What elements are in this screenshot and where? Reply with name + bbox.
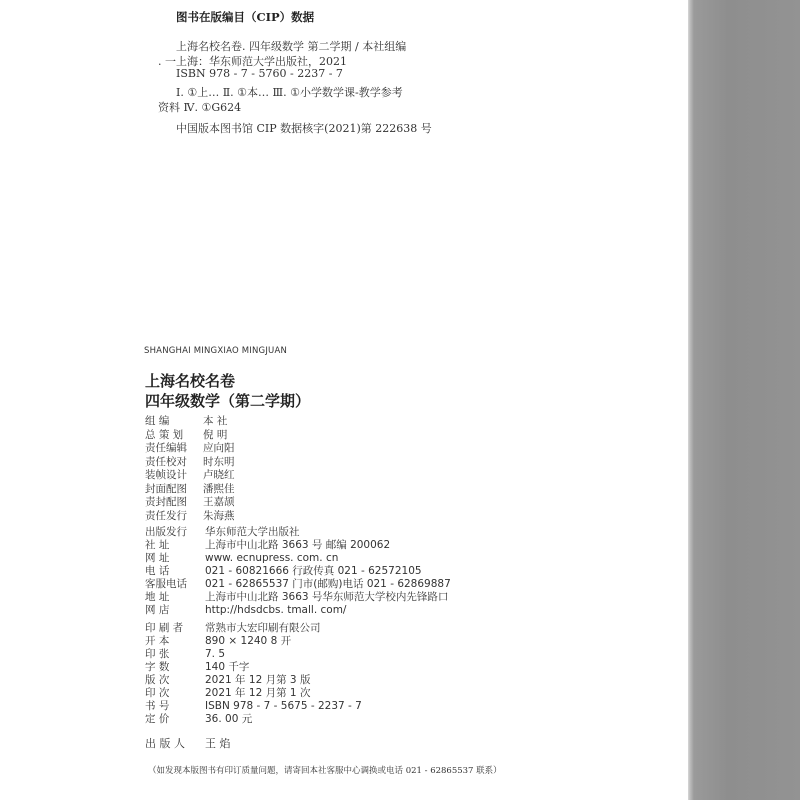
spec-value: 140 千字 [205,661,250,673]
spec-row [145,687,362,700]
credit-row [145,429,235,443]
publisher-person-name: 王 焰 [205,737,231,750]
credit-row [145,496,235,510]
publisher-website: www. ecnupress. com. cn [205,552,339,564]
cip-heading: 图书在版编目（CIP）数据 [176,10,315,24]
spec-value: 890 × 1240 8 开 [205,635,292,647]
cip-line-subjects: Ⅰ. ①上… Ⅱ. ①本… Ⅲ. ①小学数学课-教学参考 [176,86,403,99]
print-specs [145,622,362,726]
credit-row [145,442,235,456]
spec-value: 2021 年 12 月第 1 次 [205,687,311,699]
spec-value: 常熟市大宏印刷有限公司 [205,622,321,634]
spec-label: 印 张 [145,648,170,660]
credit-name: 朱海燕 [203,509,235,522]
publisher-label: 网 店 [145,604,170,616]
publisher-online-store: http://hdsdcbs. tmall. com/ [205,604,347,616]
spec-value: ISBN 978 - 7 - 5675 - 2237 - 7 [205,700,362,712]
cip-line-publisher: . 一上海：华东师范大学出版社，2021 [158,55,347,68]
publisher-person [145,735,231,751]
credit-role: 组 编 [145,415,170,427]
spec-row [145,648,362,661]
cip-line-isbn: ISBN 978 - 7 - 5760 - 2237 - 7 [176,67,343,80]
credit-role: 责任编辑 [145,442,187,454]
publisher-row [145,578,451,591]
spec-row [145,700,362,713]
spec-label: 定 价 [145,713,170,725]
spec-value: 7. 5 [205,648,226,660]
credit-name: 时东明 [203,455,235,468]
publisher-value: 华东师范大学出版社 [205,526,300,538]
credit-row [145,456,235,470]
book-roman-title: SHANGHAI MINGXIAO MINGJUAN [144,346,288,356]
credit-role: 责任发行 [145,509,187,522]
quality-notice: （如发现本版图书有印订质量问题，请寄回本社客服中心调换或电话 021 - 62865537 联系） [148,766,502,776]
spec-label: 开 本 [145,635,170,647]
credit-name: 王嘉颉 [203,496,235,508]
publisher-value: 021 - 62865537 门市(邮购)电话 021 - 62869887 [205,578,451,590]
credit-row [145,469,235,483]
publisher-info [145,526,451,617]
cip-line-title: 上海名校名卷. 四年级数学 第二学期 / 本社组编 [176,40,407,53]
spec-row [145,674,362,687]
credit-role: 装帧设计 [145,469,187,481]
spec-label: 印 次 [145,687,170,699]
credit-name: 卢晓红 [203,469,235,481]
publisher-value: 上海市中山北路 3663 号 邮编 200062 [205,539,391,551]
credit-role: 总 策 划 [145,428,184,441]
credit-name: 潘熙佳 [203,482,235,495]
publisher-label: 社 址 [145,539,170,551]
book-spine-shadow [688,0,800,800]
publisher-label: 网 址 [145,552,170,564]
spec-label: 印 刷 者 [145,622,184,634]
book-title: 上海名校名卷 [145,372,236,390]
spec-row [145,661,362,674]
publisher-row [145,526,451,539]
publisher-row [145,552,451,565]
credit-row [145,510,235,524]
book-subtitle: 四年级数学（第二学期） [145,392,311,410]
credit-role: 责封配图 [145,496,187,508]
credit-name: 倪 明 [203,428,228,441]
publisher-label: 客服电话 [145,578,187,590]
credit-role: 责任校对 [145,455,187,468]
credit-row [145,415,235,429]
spec-label: 字 数 [145,661,170,673]
cip-line-classification: 资料 Ⅳ. ①G624 [158,101,242,114]
publisher-value: 上海市中山北路 3663 号华东师范大学校内先锋路口 [205,591,449,603]
publisher-label: 出版发行 [145,526,187,538]
spec-row [145,622,362,635]
publisher-row [145,591,451,604]
credit-name: 本 社 [203,415,228,427]
credits-list [145,415,235,523]
credit-name: 应向阳 [203,442,235,454]
credit-row [145,483,235,497]
publisher-row [145,565,451,578]
publisher-row [145,539,451,552]
spec-label: 书 号 [145,700,170,712]
spec-value: 36. 00 元 [205,713,253,725]
spec-row [145,713,362,726]
publisher-value: 021 - 60821666 行政传真 021 - 62572105 [205,565,422,577]
cip-line-record-number: 中国版本图书馆 CIP 数据核字(2021)第 222638 号 [176,122,432,135]
spec-label: 版 次 [145,674,170,686]
spec-row [145,635,362,648]
publisher-label: 电 话 [145,565,170,577]
credit-role: 封面配图 [145,482,187,495]
publisher-label: 地 址 [145,591,170,603]
spec-value: 2021 年 12 月第 3 版 [205,674,311,686]
publisher-row [145,604,451,617]
publisher-person-label: 出 版 人 [145,737,185,750]
